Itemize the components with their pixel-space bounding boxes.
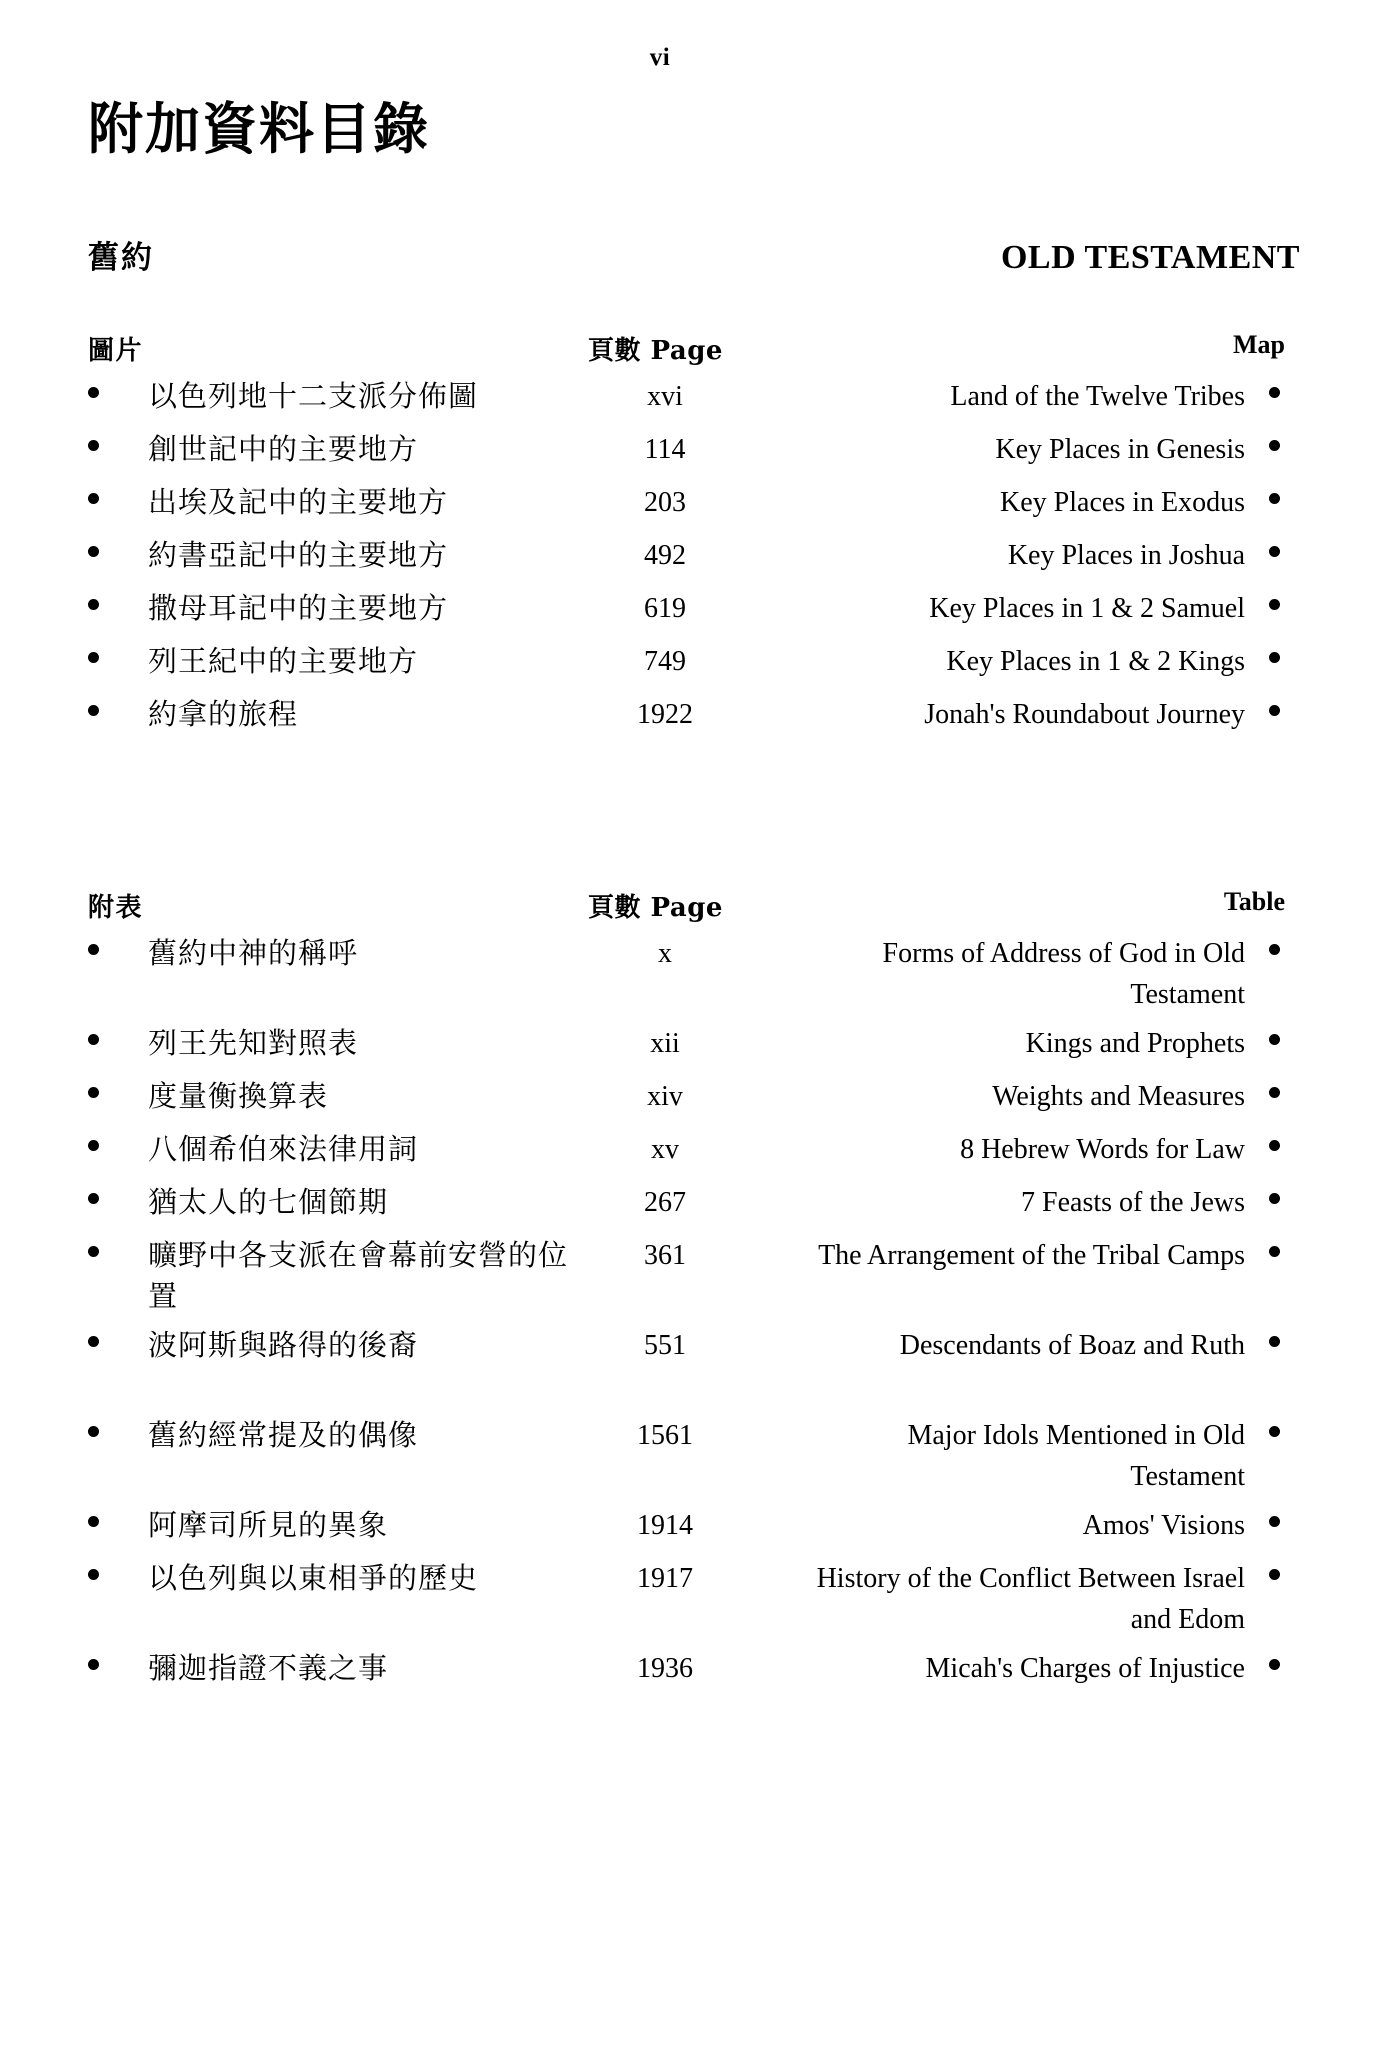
entry-label-chinese: 猶太人的七個節期 bbox=[148, 1185, 389, 1219]
bullet-icon bbox=[88, 1140, 99, 1151]
entry-label-chinese: 波阿斯與路得的後裔 bbox=[148, 1328, 419, 1362]
table-row bbox=[0, 1558, 1395, 1648]
entry-label-chinese: 以色列地十二支派分佈圖 bbox=[148, 379, 479, 413]
page-folio-number: vi bbox=[649, 44, 671, 71]
bullet-icon bbox=[1269, 652, 1280, 663]
entry-label-english: 8 Hebrew Words for Law bbox=[960, 1134, 1245, 1165]
entry-label-english: Descendants of Boaz and Ruth bbox=[899, 1330, 1245, 1361]
table-row bbox=[0, 1182, 1395, 1235]
entry-label-english: Forms of Address of God in Old Testament bbox=[882, 938, 1245, 1010]
entry-label-english: Micah's Charges of Injustice bbox=[925, 1653, 1245, 1684]
entry-label-english: Key Places in Joshua bbox=[1007, 540, 1245, 571]
entry-label-chinese: 曠野中各支派在會幕前安營的位置 bbox=[148, 1238, 569, 1313]
bullet-icon bbox=[1269, 1246, 1280, 1257]
entry-label-chinese: 以色列與以東相爭的歷史 bbox=[148, 1561, 479, 1595]
bullet-icon bbox=[1269, 705, 1280, 716]
entry-page-number: 492 bbox=[644, 540, 686, 571]
bullet-icon bbox=[1269, 1087, 1280, 1098]
entry-label-chinese: 出埃及記中的主要地方 bbox=[148, 485, 449, 519]
entry-page-number: 361 bbox=[644, 1240, 686, 1271]
column-header-page-tables: 頁數 Page bbox=[588, 893, 723, 923]
testament-heading-row bbox=[88, 232, 1300, 277]
entry-page-number: x bbox=[658, 938, 672, 969]
entry-label-english: Land of the Twelve Tribes bbox=[950, 381, 1245, 412]
entry-label-english: Kings and Prophets bbox=[1025, 1028, 1245, 1059]
entry-page-number: 551 bbox=[644, 1330, 686, 1361]
bullet-icon bbox=[1269, 387, 1280, 398]
page-title: 附加資料目錄 bbox=[88, 96, 431, 161]
table-row bbox=[0, 1505, 1395, 1558]
bullet-icon bbox=[88, 387, 99, 398]
bullet-icon bbox=[88, 1034, 99, 1045]
entry-page-number: xiv bbox=[647, 1081, 683, 1112]
column-header-page-maps: 頁數 Page bbox=[588, 336, 723, 366]
bullet-icon bbox=[1269, 1426, 1280, 1437]
entry-page-number: 1917 bbox=[637, 1563, 693, 1594]
entry-page-number: xii bbox=[650, 1028, 680, 1059]
column-header-chinese-maps: 圖片 bbox=[88, 336, 144, 366]
bullet-icon bbox=[1269, 1034, 1280, 1045]
bullet-icon bbox=[88, 440, 99, 451]
bullet-icon bbox=[88, 1087, 99, 1098]
section-tables bbox=[0, 887, 1395, 1701]
bullet-icon bbox=[88, 705, 99, 716]
entry-page-number: xv bbox=[651, 1134, 679, 1165]
bullet-icon bbox=[1269, 1140, 1280, 1151]
table-row bbox=[0, 535, 1395, 588]
bullet-icon bbox=[1269, 944, 1280, 955]
column-headers-maps bbox=[0, 330, 1395, 376]
table-row bbox=[0, 694, 1395, 747]
column-header-english-maps: Map bbox=[1233, 330, 1285, 359]
bullet-icon bbox=[88, 1336, 99, 1347]
entry-label-chinese: 列王先知對照表 bbox=[148, 1026, 359, 1060]
table-row bbox=[0, 1415, 1395, 1505]
bullet-icon bbox=[88, 599, 99, 610]
testament-heading-english: OLD TESTAMENT bbox=[1000, 239, 1300, 276]
bullet-icon bbox=[1269, 1193, 1280, 1204]
bullet-icon bbox=[1269, 1516, 1280, 1527]
table-row bbox=[0, 1129, 1395, 1182]
table-row bbox=[0, 588, 1395, 641]
entry-page-number: 1922 bbox=[637, 699, 693, 730]
table-row bbox=[0, 1023, 1395, 1076]
entry-label-english: History of the Conflict Between Israel and Edom bbox=[816, 1563, 1245, 1635]
bullet-icon bbox=[88, 1659, 99, 1670]
bullet-icon bbox=[88, 652, 99, 663]
table-row bbox=[0, 376, 1395, 429]
bullet-icon bbox=[88, 1246, 99, 1257]
entry-label-english: Jonah's Roundabout Journey bbox=[924, 699, 1245, 730]
entry-label-chinese: 撒母耳記中的主要地方 bbox=[148, 591, 449, 625]
table-row bbox=[0, 933, 1395, 1023]
bullet-icon bbox=[88, 944, 99, 955]
entry-label-english: Weights and Measures bbox=[992, 1081, 1245, 1112]
entry-label-english: 7 Feasts of the Jews bbox=[1021, 1187, 1245, 1218]
table-row bbox=[0, 1648, 1395, 1701]
bullet-icon bbox=[88, 1569, 99, 1580]
entry-page-number: 749 bbox=[644, 646, 686, 677]
column-header-english-tables: Table bbox=[1223, 887, 1285, 916]
entry-label-english: Key Places in Genesis bbox=[995, 434, 1245, 465]
entry-label-chinese: 約書亞記中的主要地方 bbox=[148, 538, 449, 572]
entry-label-english: Key Places in 1 & 2 Samuel bbox=[929, 593, 1245, 624]
entry-list-tables bbox=[0, 933, 1395, 1701]
bullet-icon bbox=[1269, 1569, 1280, 1580]
column-headers-tables bbox=[0, 887, 1395, 933]
entry-label-english: Key Places in Exodus bbox=[1000, 487, 1245, 518]
entry-label-english: The Arrangement of the Tribal Camps bbox=[818, 1240, 1245, 1271]
entry-label-chinese: 舊約中神的稱呼 bbox=[148, 936, 359, 970]
entry-label-english: Amos' Visions bbox=[1082, 1510, 1245, 1541]
bullet-icon bbox=[88, 1516, 99, 1527]
bullet-icon bbox=[88, 1193, 99, 1204]
bullet-icon bbox=[88, 493, 99, 504]
entry-label-chinese: 約拿的旅程 bbox=[148, 697, 299, 731]
table-row bbox=[0, 482, 1395, 535]
bullet-icon bbox=[1269, 440, 1280, 451]
entry-page-number: 114 bbox=[644, 434, 686, 465]
entry-page-number: xvi bbox=[647, 381, 683, 412]
entry-label-chinese: 八個希伯來法律用詞 bbox=[148, 1132, 419, 1166]
bullet-icon bbox=[88, 546, 99, 557]
entry-list-maps bbox=[0, 376, 1395, 747]
entry-label-english: Key Places in 1 & 2 Kings bbox=[946, 646, 1245, 677]
entry-label-chinese: 彌迦指證不義之事 bbox=[148, 1651, 389, 1685]
entry-label-chinese: 列王紀中的主要地方 bbox=[148, 644, 419, 678]
bullet-icon bbox=[1269, 493, 1280, 504]
entry-page-number: 267 bbox=[644, 1187, 686, 1218]
table-row bbox=[0, 1325, 1395, 1415]
entry-page-number: 1914 bbox=[637, 1510, 693, 1541]
entry-label-english: Major Idols Mentioned in Old Testament bbox=[907, 1420, 1245, 1492]
table-row bbox=[0, 1235, 1395, 1325]
bullet-icon bbox=[1269, 1659, 1280, 1670]
section-maps bbox=[0, 330, 1395, 747]
entry-label-chinese: 阿摩司所見的異象 bbox=[148, 1508, 389, 1542]
bullet-icon bbox=[88, 1426, 99, 1437]
entry-page-number: 1561 bbox=[637, 1420, 693, 1451]
entry-label-chinese: 舊約經常提及的偶像 bbox=[148, 1418, 419, 1452]
bullet-icon bbox=[1269, 1336, 1280, 1347]
bullet-icon bbox=[1269, 599, 1280, 610]
entry-page-number: 203 bbox=[644, 487, 686, 518]
testament-heading-chinese: 舊約 bbox=[88, 240, 154, 276]
entry-page-number: 1936 bbox=[637, 1653, 693, 1684]
entry-label-chinese: 度量衡換算表 bbox=[148, 1079, 329, 1113]
bullet-icon bbox=[1269, 546, 1280, 557]
table-row bbox=[0, 641, 1395, 694]
table-row bbox=[0, 429, 1395, 482]
entry-page-number: 619 bbox=[644, 593, 686, 624]
entry-label-chinese: 創世記中的主要地方 bbox=[148, 432, 419, 466]
column-header-chinese-tables: 附表 bbox=[88, 893, 144, 923]
table-row bbox=[0, 1076, 1395, 1129]
